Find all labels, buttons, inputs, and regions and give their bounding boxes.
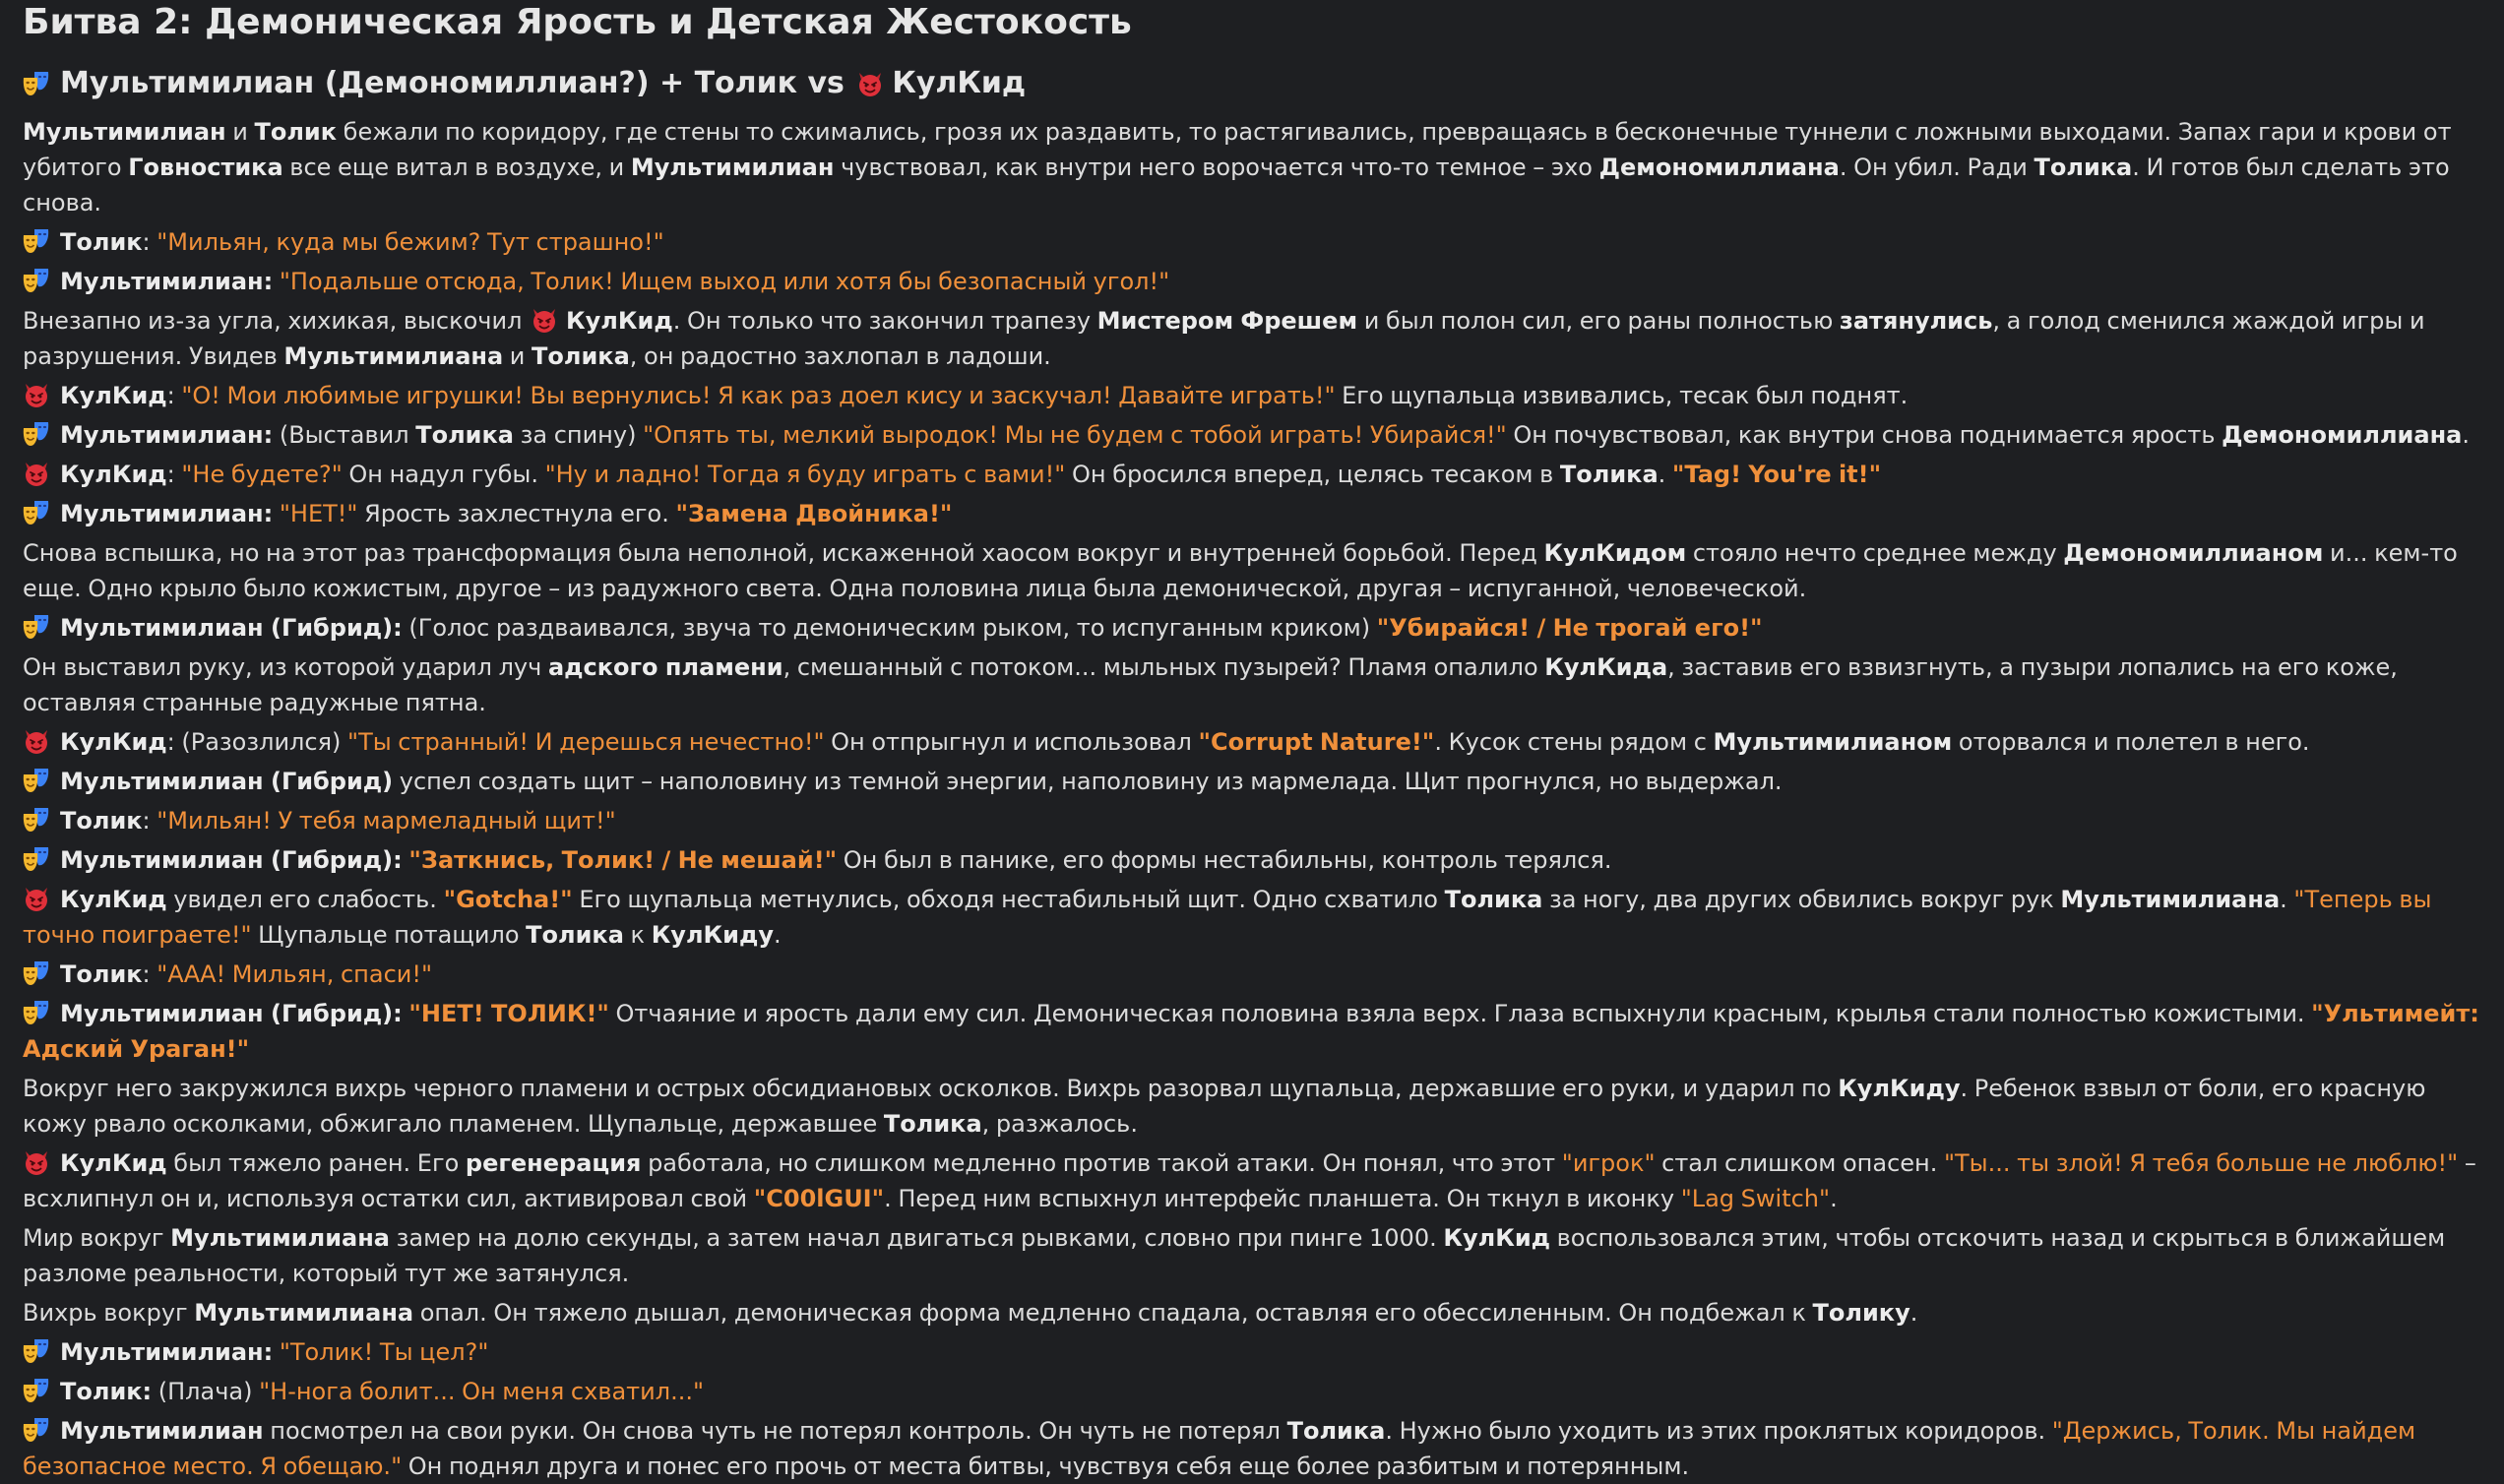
devil-face-icon (23, 727, 50, 755)
quote: "Теперь вы точно поиграете!" (23, 886, 2432, 949)
text-run (273, 1338, 280, 1366)
devil-face-icon (531, 306, 558, 334)
bold-name: Толика (1444, 886, 1543, 913)
bold-name: Толику (1812, 1299, 1910, 1327)
text-run: Он бросился вперед, целясь тесаком в (1065, 461, 1560, 488)
text-run: . (774, 921, 782, 949)
text-run: работала, но слишком медленно против такой атаки. Он понял, что этот (641, 1149, 1562, 1177)
paragraph (23, 224, 2486, 260)
bold-name: Мультимилиан (Гибрид): (60, 614, 403, 642)
page-title: Битва 2: Демоническая Ярость и Детская Жестокость (23, 2, 1132, 42)
text-run: Ярость захлестнула его. (357, 500, 676, 527)
bold-name: Мультимилиана (2060, 886, 2281, 913)
text-run: Он был в панике, его формы нестабильны, контроль терялся. (837, 846, 1612, 874)
quote: "НЕТ!" (279, 500, 358, 527)
bold-name: КулКид (60, 1149, 167, 1177)
bold-name: Толик: (60, 1378, 153, 1405)
bold-name: КулКида (1544, 653, 1668, 681)
quote: "Опять ты, мелкий выродок! Мы не будем с тобой играть! Убирайся!" (643, 421, 1507, 449)
bold-name: Демономиллиана (2222, 421, 2463, 449)
text-run: . Он только что закончил трапезу (672, 307, 1097, 335)
bold-name: КулКиду (1838, 1075, 1961, 1102)
quote: "ААА! Мильян, спаси!" (156, 960, 433, 988)
theater-masks-icon (23, 499, 50, 526)
devil-face-icon (23, 885, 50, 912)
text-run: , он радостно захлопал в ладоши. (629, 342, 1051, 370)
paragraph (23, 417, 2486, 453)
text-run: оторвался и полетел в него. (1952, 728, 2310, 756)
bold-name: Толик (60, 960, 143, 988)
text-run: . Он убил. Ради (1839, 154, 2034, 181)
theater-masks-icon (23, 1377, 50, 1404)
paragraph (23, 114, 2486, 220)
bold-name: КулКид (566, 307, 673, 335)
paragraph (23, 996, 2486, 1067)
theater-masks-icon (23, 806, 50, 834)
text-run: замер на долю секунды, а затем начал двигаться рывками, словно при пинге 1000. (389, 1224, 1444, 1252)
text-run: Его щупальца извивались, тесак был поднят. (1335, 382, 1909, 409)
bold-name: Мультимилиан (630, 154, 835, 181)
text-run: чувствовал, как внутри него ворочается что-то темное – эхо (834, 154, 1599, 181)
paragraph (23, 496, 2486, 531)
bold-name: КулКиду (651, 921, 774, 949)
theater-masks-icon (23, 767, 50, 794)
text-run: Он выставил руку, из которой ударил луч (23, 653, 548, 681)
quote: "Держись, Толик. Мы найдем безопасное место. Я обещаю." (23, 1417, 2416, 1480)
theater-masks-icon (23, 420, 50, 448)
paragraph (23, 457, 2486, 492)
text-run: Вокруг него закружился вихрь черного пламени и острых обсидиановых осколков. Вихрь разорвал щупальца, державшие его руки, и ударил по (23, 1075, 1839, 1102)
quote: "игрок" (1561, 1149, 1656, 1177)
bold-name: КулКид (60, 886, 167, 913)
paragraph (23, 649, 2486, 720)
bold-name: КулКид (60, 382, 167, 409)
text-run: посмотрел на свои руки. Он снова чуть не потерял контроль. Он чуть не потерял (263, 1417, 1287, 1445)
theater-masks-icon (23, 1337, 50, 1365)
text-run: Мир вокруг (23, 1224, 171, 1252)
theater-masks-icon (23, 959, 50, 987)
text-run: и (503, 342, 532, 370)
text-run: : (166, 382, 182, 409)
text-run: все еще витал в воздухе, и (282, 154, 631, 181)
quote-bold: "Заткнись, Толик! / Не мешай!" (408, 846, 838, 874)
bold-name: Мультимилиан: (60, 421, 274, 449)
paragraph (23, 264, 2486, 299)
bold-name: Мультимилиан (Гибрид): (60, 1000, 403, 1027)
devil-face-icon (856, 70, 884, 97)
devil-face-icon (23, 1148, 50, 1176)
text-run: . (1830, 1185, 1838, 1212)
bold-name: Мультимилиана (194, 1299, 414, 1327)
bold-name: Мистером Фрешем (1096, 307, 1358, 335)
text-run: успел создать щит – наполовину из темной энергии, наполовину из мармелада. Щит прогнулся, но выдержал. (393, 768, 1783, 795)
paragraph (23, 1413, 2486, 1484)
text-run: . (1658, 461, 1672, 488)
bold-name: КулКид (60, 728, 167, 756)
devil-face-icon (23, 381, 50, 408)
paragraph (23, 764, 2486, 799)
theater-masks-icon (23, 1416, 50, 1444)
bold-name: Мультимилиан: (60, 500, 274, 527)
text-run: – всхлипнул он и, используя остатки сил, активировал свой (23, 1149, 2476, 1212)
text-run (273, 500, 280, 527)
quote: "Ну и ладно! Тогда я буду играть с вами!" (544, 461, 1066, 488)
quote: "Не будете?" (181, 461, 343, 488)
quote-bold: "НЕТ! ТОЛИК!" (408, 1000, 609, 1027)
quote: "Подальше отсюда, Толик! Ищем выход или хотя бы безопасный угол!" (279, 268, 1170, 295)
text-run: Он поднял друга и понес его прочь от места битвы, чувствуя себя еще более разбитым и потерянным. (402, 1453, 1690, 1480)
paragraph (23, 957, 2486, 992)
bold-name: КулКидом (1543, 539, 1687, 567)
text-run: , заставив его взвизгнуть, а пузыри лопались на его коже, оставляя странные радужные пятна. (23, 653, 2398, 716)
paragraph (23, 1145, 2486, 1216)
text-run: Вихрь вокруг (23, 1299, 195, 1327)
text-run: (Выставил (273, 421, 416, 449)
text-run: Отчаяние и ярость дали ему сил. Демоническая половина взяла верх. Глаза вспыхнули красным, крылья стали полностью кожистыми. (608, 1000, 2312, 1027)
bold-name: КулКид (892, 66, 1027, 100)
bold-name: Мультимилиан (60, 1417, 264, 1445)
bold-name: КулКид (60, 461, 167, 488)
theater-masks-icon (23, 70, 50, 97)
quote: "Мильян! У тебя мармеладный щит!" (156, 807, 616, 835)
paragraph (23, 1295, 2486, 1330)
text-run: . Нужно было уходить из этих проклятых коридоров. (1385, 1417, 2052, 1445)
quote: "Толик! Ты цел?" (279, 1338, 489, 1366)
bold-name: Толик (60, 228, 143, 256)
theater-masks-icon (23, 613, 50, 641)
theater-masks-icon (23, 227, 50, 255)
paragraph (23, 803, 2486, 838)
paragraph (23, 1220, 2486, 1291)
text-run: . Перед ним вспыхнул интерфейс планшета. Он ткнул в иконку (884, 1185, 1681, 1212)
text-run: и (225, 118, 255, 146)
text-run: Его щупальца метнулись, обходя нестабильный щит. Одно схватило (572, 886, 1445, 913)
paragraph (23, 1334, 2486, 1370)
bold-name: Мультимилиана (283, 342, 504, 370)
bold-name: Мультимилиана (170, 1224, 390, 1252)
bold-name: Мультимилиан (23, 118, 226, 146)
text-run: , а голод сменился жаждой игры и разрушения. Увидев (23, 307, 2425, 370)
text-run: за спину) (513, 421, 644, 449)
devil-face-icon (23, 460, 50, 487)
quote: "Н-нога болит... Он меня схватил..." (259, 1378, 705, 1405)
bold-name: Толик (60, 807, 143, 835)
quote-bold: "Замена Двойника!" (675, 500, 953, 527)
quote-bold: "Tag! You're it!" (1671, 461, 1882, 488)
text-run: был тяжело ранен. Его (166, 1149, 466, 1177)
text-run: . Ребенок взвыл от боли, его красную кожу рвало осколками, обжигало пламенем. Щупальце, державшее (23, 1075, 2426, 1138)
bold-name: Мультимилианом (1713, 728, 1953, 756)
bold-name: Демономиллианом (2063, 539, 2324, 567)
bold-name: Толика (883, 1110, 982, 1138)
theater-masks-icon (23, 999, 50, 1026)
paragraph (23, 842, 2486, 878)
paragraph (23, 1374, 2486, 1409)
text-run: . (2280, 886, 2294, 913)
bold-name: Толика (415, 421, 514, 449)
bold-name: Толика (1559, 461, 1659, 488)
text-run: опал. Он тяжело дышал, демоническая форма медленно спадала, оставляя его обессиленным. Он подбежал к (413, 1299, 1813, 1327)
text-run: : (142, 960, 157, 988)
paragraph (23, 882, 2486, 953)
theater-masks-icon (23, 845, 50, 873)
bold-name: адского пламени (547, 653, 783, 681)
text-run: Он надул губы. (342, 461, 545, 488)
bold-name: Толик (254, 118, 338, 146)
text-run: (Голос раздваивался, звуча то демоническим рыком, то испуганным криком) (402, 614, 1377, 642)
text-run (273, 268, 280, 295)
section-heading (23, 63, 2486, 104)
quote-bold: "Ультимейт: Адский Ураган!" (23, 1000, 2479, 1063)
quote-bold: "Gotcha!" (443, 886, 573, 913)
text-run: . (2462, 421, 2470, 449)
bold-name: Говностика (128, 154, 283, 181)
text-run: увидел его слабость. (166, 886, 444, 913)
quote: "Lag Switch" (1680, 1185, 1831, 1212)
bold-name: Мультимилиан (Демономиллиан?) + Толик vs (60, 66, 855, 100)
quote: "Мильян, куда мы бежим? Тут страшно!" (156, 228, 664, 256)
paragraph (23, 535, 2486, 606)
text-run: и... кем-то еще. Одно крыло было кожистым, другое – из радужного света. Одна половина лица была демонической, другая – испуганной, человеческой. (23, 539, 2458, 602)
text-run: : (Разозлился) (166, 728, 348, 756)
text-run: Щупальце потащило (251, 921, 527, 949)
quote-bold: "Убирайся! / Не трогай его!" (1376, 614, 1763, 642)
text-run: за ногу, два других обвились вокруг рук (1542, 886, 2061, 913)
text-run: . (1909, 1299, 1918, 1327)
text-run: : (142, 807, 157, 835)
text-run: воспользовался этим, чтобы отскочить назад и скрыться в ближайшем разломе реальности, который тут же затянулся. (23, 1224, 2446, 1287)
bold-name: регенерация (465, 1149, 642, 1177)
text-run: : (166, 461, 182, 488)
bold-name: Мультимилиан: (60, 1338, 274, 1366)
text-run: Снова вспышка, но на этот раз трансформация была неполной, искаженной хаосом вокруг и внутренней борьбой. Перед (23, 539, 1544, 567)
bold-name: КулКид (1443, 1224, 1551, 1252)
bold-name: Толика (532, 342, 630, 370)
text-run: Он отпрыгнул и использовал (824, 728, 1199, 756)
paragraph (23, 724, 2486, 760)
quote-bold: "C00lGUI" (753, 1185, 885, 1212)
text-run: Он почувствовал, как внутри снова поднимается ярость (1506, 421, 2222, 449)
bold-name: Толика (2034, 154, 2133, 181)
paragraph (23, 378, 2486, 413)
quote: "Ты странный! И дерешься нечестно!" (347, 728, 825, 756)
text-run: : (142, 228, 157, 256)
theater-masks-icon (23, 267, 50, 294)
paragraph (23, 303, 2486, 374)
text-run: , разжалось. (981, 1110, 1138, 1138)
text-run: . Кусок стены рядом с (1434, 728, 1714, 756)
text-run: и был полон сил, его раны полностью (1357, 307, 1840, 335)
bold-name: затянулись (1839, 307, 1993, 335)
text-run: , смешанный с потоком... мыльных пузырей? Пламя опалило (782, 653, 1545, 681)
quote: "О! Мои любимые игрушки! Вы вернулись! Я как раз доел кису и заскучал! Давайте играть!" (181, 382, 1336, 409)
bold-name: Мультимилиан: (60, 268, 274, 295)
story-body (23, 114, 2486, 1484)
paragraph (23, 1071, 2486, 1142)
quote-bold: "Corrupt Nature!" (1198, 728, 1435, 756)
bold-name: Толика (1286, 1417, 1386, 1445)
text-run: стояло нечто среднее между (1686, 539, 2064, 567)
text-run: . И готов был сделать это снова. (23, 154, 2450, 216)
quote: "Ты... ты злой! Я тебя больше не люблю!" (1943, 1149, 2459, 1177)
bold-name: Демономиллиана (1598, 154, 1840, 181)
text-run: бежали по коридору, где стены то сжимались, грозя их раздавить, то растягивались, превращаясь в бесконечные туннели с ложными выходами. Запах гари и крови от убитого (23, 118, 2452, 181)
paragraph (23, 610, 2486, 646)
bold-name: Мультимилиан (Гибрид) (60, 768, 394, 795)
text-run: (Плача) (152, 1378, 260, 1405)
text-run: к (623, 921, 652, 949)
text-run: стал слишком опасен. (1655, 1149, 1944, 1177)
bold-name: Мультимилиан (Гибрид): (60, 846, 403, 874)
bold-name: Толика (526, 921, 624, 949)
text-run: Внезапно из-за угла, хихикая, выскочил (23, 307, 530, 335)
